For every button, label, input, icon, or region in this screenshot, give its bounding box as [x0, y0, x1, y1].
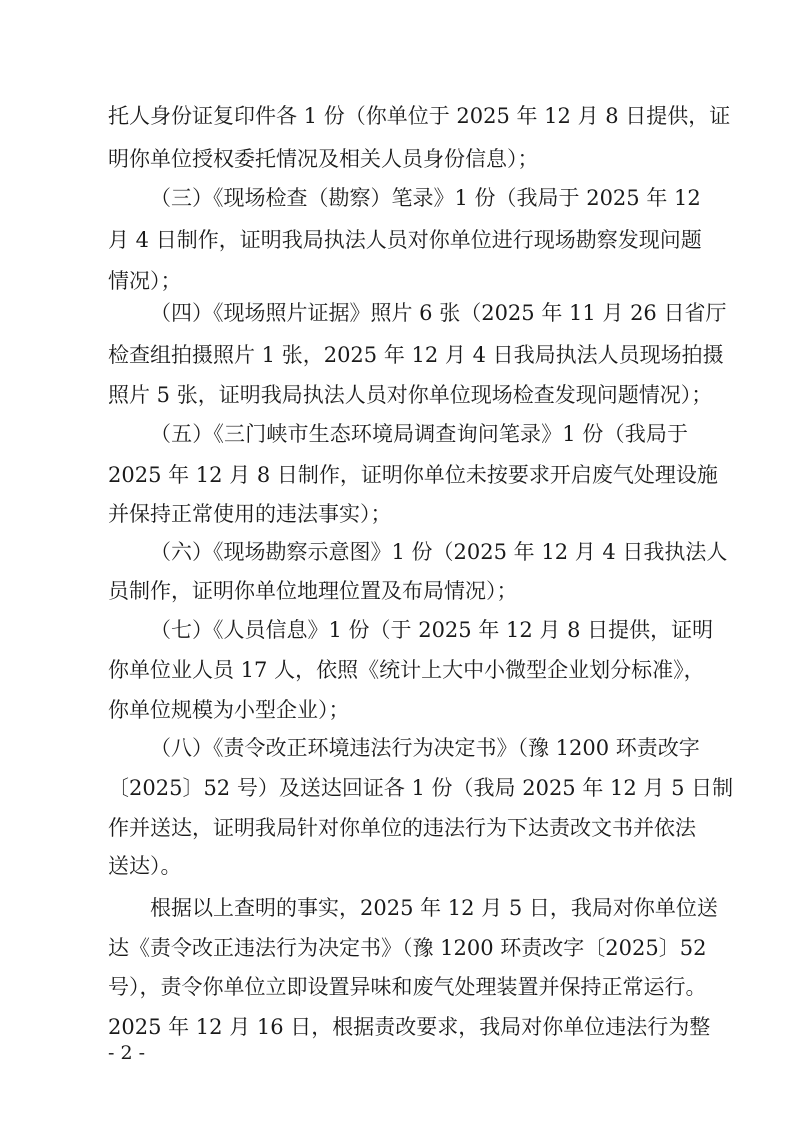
page-number: - 2 -: [108, 1042, 146, 1064]
text-line: （三）《现场检查（勘察）笔录》1 份（我局于 2025 年 12: [150, 186, 701, 210]
text-line: 并保持正常使用的违法事实）；: [108, 502, 392, 526]
text-line: 托人身份证复印件各 1 份（你单位于 2025 年 12 月 8 日提供，证: [108, 104, 731, 128]
text-line: 你单位规模为小型企业）；: [108, 698, 350, 722]
text-line: （八）《责令改正环境违法行为决定书》（豫 1200 环责改字: [150, 736, 700, 760]
text-line: 你单位业人员 17 人，依照《统计上大中小微型企业划分标准》，: [108, 658, 705, 682]
text-line: 作并送达，证明我局针对你单位的违法行为下达责改文书并依法: [108, 816, 696, 840]
text-line: （六）《现场勘察示意图》1 份（2025 年 12 月 4 日我执法人: [150, 540, 728, 564]
text-line: 号），责令你单位立即设置异味和废气处理装置并保持正常运行。: [108, 975, 707, 999]
text-line: 情况）；: [108, 269, 182, 293]
text-line: 根据以上查明的事实，2025 年 12 月 5 日，我局对你单位送: [150, 896, 718, 920]
text-line: （七）《人员信息》1 份（于 2025 年 12 月 8 日提供，证明: [150, 618, 714, 642]
text-line: 〔2025〕52 号）及送达回证各 1 份（我局 2025 年 12 月 5 日制: [108, 776, 734, 800]
text-line: 照片 5 张，证明我局执法人员对你单位现场检查发现问题情况）；: [108, 383, 713, 407]
text-line: （四）《现场照片证据》照片 6 张（2025 年 11 月 26 日省厅: [150, 301, 727, 325]
text-line: 2025 年 12 月 8 日制作，证明你单位未按要求开启废气处理设施: [108, 463, 718, 487]
text-line: 2025 年 12 月 16 日，根据责改要求，我局对你单位违法行为整: [108, 1015, 711, 1039]
text-line: 月 4 日制作，证明我局执法人员对你单位进行现场勘察发现问题: [108, 228, 702, 252]
text-line: 明你单位授权委托情况及相关人员身份信息）；: [108, 147, 539, 171]
text-line: 员制作，证明你单位地理位置及布局情况）；: [108, 579, 518, 603]
text-line: 检查组拍摄照片 1 张，2025 年 12 月 4 日我局执法人员现场拍摄: [108, 343, 724, 367]
text-line: （五）《三门峡市生态环境局调查询问笔录》1 份（我局于: [150, 422, 688, 446]
text-line: 送达）。: [108, 854, 182, 878]
text-line: 达《责令改正违法行为决定书》（豫 1200 环责改字〔2025〕52: [108, 936, 707, 960]
